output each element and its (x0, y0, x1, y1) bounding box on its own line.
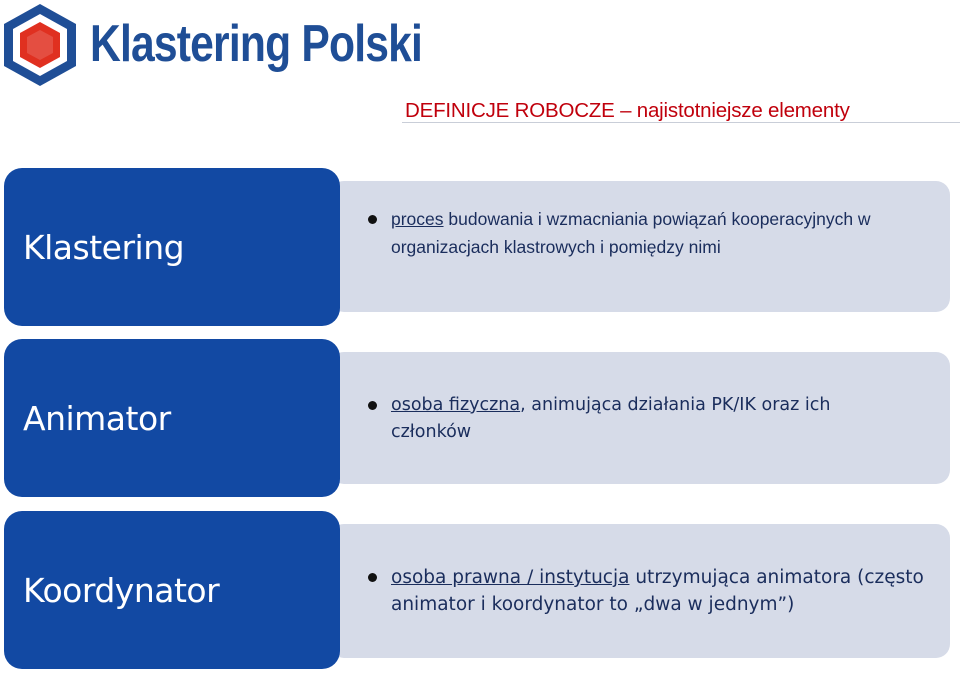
term-box-klastering (4, 168, 340, 326)
definition-text-koordynator (368, 564, 928, 618)
term-label: Animator (23, 398, 171, 438)
page-subtitle: DEFINICJE ROBOCZE – najistotniejsze elementy (405, 99, 850, 122)
term-label: Koordynator (23, 570, 220, 610)
definition-keyword: proces (391, 209, 444, 229)
bullet-icon (368, 215, 377, 224)
definition-text-klastering (368, 205, 928, 261)
header-divider (402, 122, 960, 123)
hexagon-logo-icon (0, 0, 80, 92)
definition-body: budowania i wzmacniania powiązań kooperacyjnych w organizacjach klastrowych i pomiędzy nimi (391, 209, 871, 257)
term-box-animator (4, 339, 340, 497)
term-box-koordynator (4, 511, 340, 669)
definition-text-animator (368, 392, 893, 446)
definition-body: , animująca działania PK/IK oraz ich członków (391, 395, 831, 442)
bullet-icon (368, 401, 377, 410)
definition-body: utrzymująca animatora (często animator i koordynator to „dwa w jednym”) (391, 567, 924, 615)
term-label: Klastering (23, 227, 185, 267)
bullet-icon (368, 573, 377, 582)
brand-logo (0, 0, 423, 92)
logo-wordmark: Klastering Polski (90, 15, 423, 73)
definition-keyword: osoba prawna / instytucja (391, 567, 630, 588)
definition-keyword: osoba fizyczna (391, 395, 521, 415)
